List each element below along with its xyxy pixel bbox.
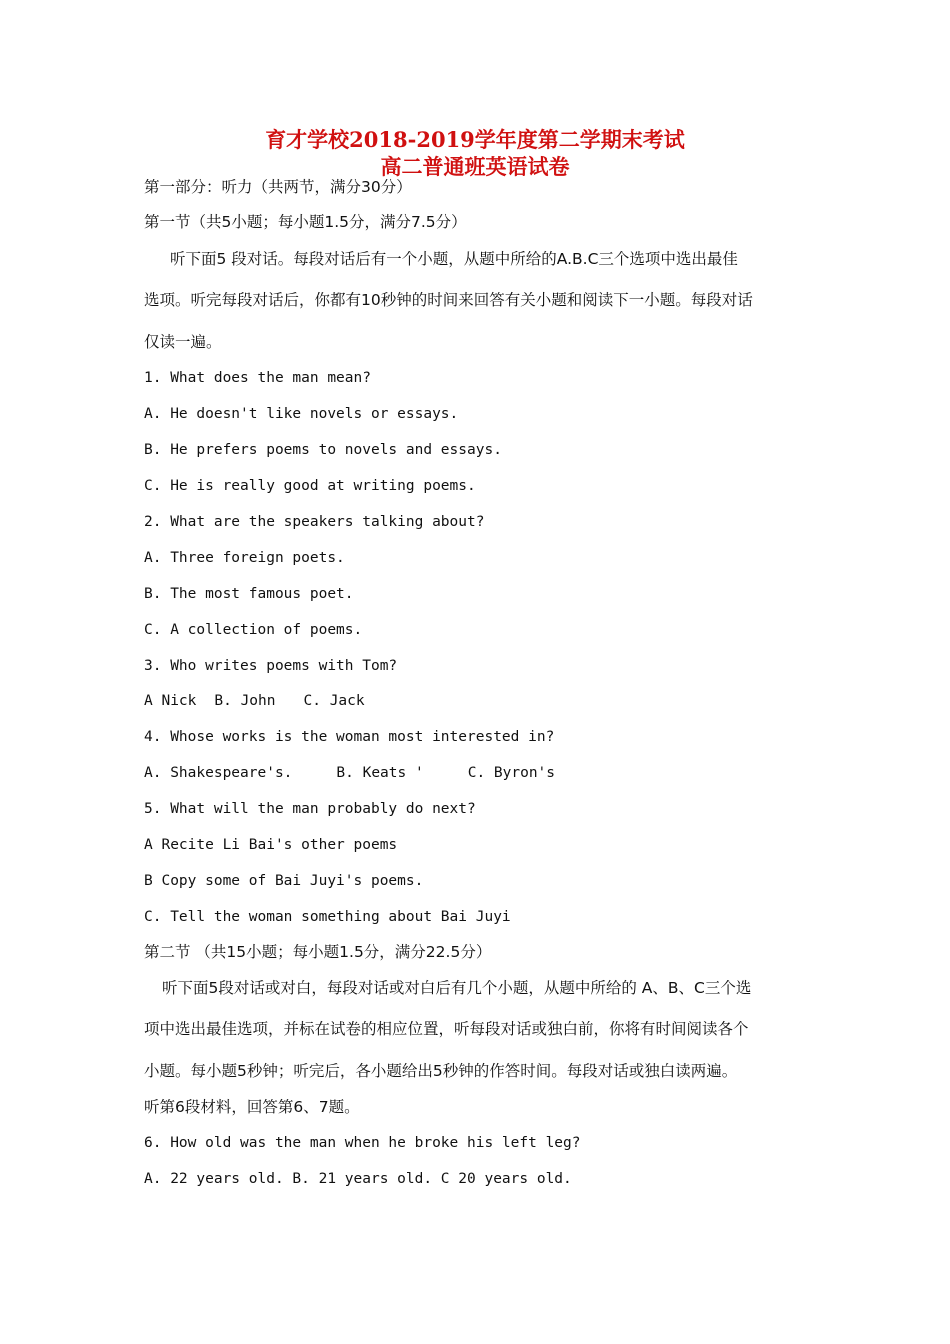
question-1: 1. What does the man mean?	[144, 370, 371, 386]
question-2-option-a: A. Three foreign poets.	[144, 550, 345, 566]
section2-instructions-line1: 听下面5段对话或对白，每段对话或对白后有几个小题，从题中所给的 A、B、C三个选	[162, 979, 752, 997]
question-2-option-c: C. A collection of poems.	[144, 622, 363, 638]
question-3: 3. Who writes poems with Tom?	[144, 658, 398, 674]
question-3-option-b: B. John	[214, 693, 276, 709]
question-5: 5. What will the man probably do next?	[144, 801, 476, 817]
part1-heading: 第一部分：听力（共两节，满分30分）	[144, 178, 412, 196]
section2-heading: 第二节 （共15小题；每小题1.5分，满分22.5分）	[144, 943, 492, 961]
question-1-option-c: C. He is really good at writing poems.	[144, 478, 476, 494]
question-5-option-a: A Recite Li Bai's other poems	[144, 837, 398, 853]
section1-instructions-line2: 选项。听完每段对话后，你都有10秒钟的时间来回答有关小题和阅读下一小题。每段对话	[144, 291, 753, 309]
section1-heading: 第一节（共5小题；每小题1.5分，满分7.5分）	[144, 213, 467, 231]
question-2: 2. What are the speakers talking about?	[144, 514, 485, 530]
question-5-option-b: B Copy some of Bai Juyi's poems.	[144, 873, 424, 889]
material-6-instruction: 听第6段材料，回答第6、7题。	[144, 1098, 360, 1116]
question-4: 4. Whose works is the woman most interested in?	[144, 729, 555, 745]
question-5-option-c: C. Tell the woman something about Bai Juyi	[144, 909, 511, 925]
question-3-option-c: C. Jack	[303, 693, 365, 709]
section1-instructions-line3: 仅读一遍。	[144, 333, 222, 351]
section1-instructions-line1: 听下面5 段对话。每段对话后有一个小题，从题中所给的A.B.C三个选项中选出最佳	[170, 250, 738, 268]
question-3-options	[144, 691, 365, 711]
question-6-options: A. 22 years old. B. 21 years old. C 20 years old.	[144, 1171, 572, 1187]
exam-title: 育才学校2018-2019学年度第二学期末考试	[265, 127, 685, 152]
question-1-option-a: A. He doesn't like novels or essays.	[144, 406, 459, 422]
question-6: 6. How old was the man when he broke his left leg?	[144, 1135, 581, 1151]
exam-subtitle: 高二普通班英语试卷	[380, 154, 570, 179]
section2-instructions-line3: 小题。每小题5秒钟；听完后，各小题给出5秒钟的作答时间。每段对话或独白读两遍。	[144, 1062, 738, 1080]
question-1-option-b: B. He prefers poems to novels and essays.	[144, 442, 502, 458]
question-2-option-b: B. The most famous poet.	[144, 586, 354, 602]
question-4-option-a: A. Shakespeare's.	[144, 765, 293, 781]
question-4-option-c: C. Byron's	[467, 765, 556, 781]
question-3-option-a: A Nick	[144, 693, 197, 709]
question-4-options	[144, 763, 555, 783]
question-4-option-b: B. Keats '	[336, 765, 424, 781]
section2-instructions-line2: 项中选出最佳选项，并标在试卷的相应位置，听每段对话或独白前，你将有时间阅读各个	[144, 1020, 749, 1038]
